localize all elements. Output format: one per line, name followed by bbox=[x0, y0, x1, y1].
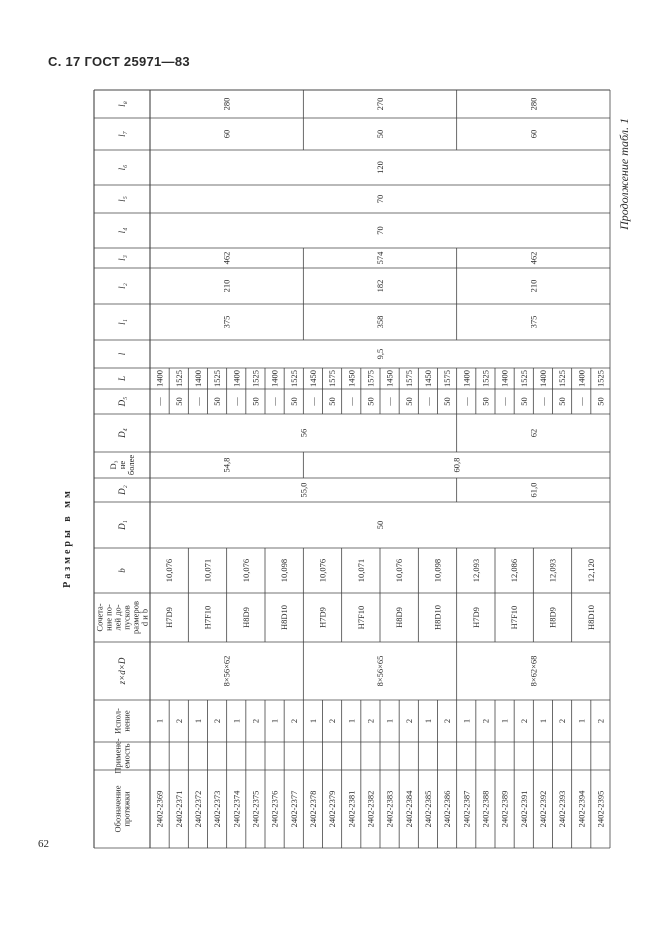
table-cell-D5: — bbox=[422, 397, 433, 406]
table-cell-exec: 2 bbox=[595, 718, 606, 724]
table-cell-exec: 1 bbox=[192, 718, 203, 724]
merged-cell-l3: 462 bbox=[528, 251, 539, 265]
table-cell-D5: — bbox=[537, 397, 548, 406]
table-cell-desig: 2402-2383 bbox=[384, 790, 395, 828]
table-cell-exec: 2 bbox=[557, 718, 568, 724]
merged-cell-l3: 462 bbox=[221, 251, 232, 265]
column-header-fit: ние по- bbox=[103, 604, 114, 631]
merged-cell-b: 10,076 bbox=[394, 558, 405, 583]
merged-cell-fit: H7D9 bbox=[317, 607, 328, 628]
table-cell-D5: — bbox=[307, 397, 318, 406]
table-cell-D5: — bbox=[576, 397, 587, 406]
table-cell-desig: 2402-2375 bbox=[250, 790, 261, 828]
table-cell-D5: — bbox=[461, 397, 472, 406]
table-cell-desig: 2402-2386 bbox=[442, 790, 453, 828]
table-cell-L: 1400 bbox=[576, 370, 587, 387]
merged-cell-D3: 54,8 bbox=[221, 457, 232, 473]
column-header-l6: l₆ bbox=[117, 164, 127, 171]
column-header-fit: пусков bbox=[121, 605, 132, 630]
column-header-D2: D₂ bbox=[117, 485, 127, 495]
continuation-label: Продолжение табл. 1 bbox=[617, 118, 631, 230]
merged-cell-b: 12,093 bbox=[470, 558, 481, 583]
table-cell-L: 1400 bbox=[154, 370, 165, 387]
column-header-D4: D₄ bbox=[117, 428, 127, 438]
table-cell-L: 1400 bbox=[231, 370, 242, 387]
table-cell-desig: 2402-2382 bbox=[365, 790, 376, 828]
merged-cell-D2: 61,0 bbox=[528, 482, 539, 498]
column-header-exec: Испол- bbox=[112, 708, 123, 734]
table-cell-D5: — bbox=[231, 397, 242, 406]
table-cell-exec: 2 bbox=[288, 718, 299, 724]
table-cell-exec: 1 bbox=[461, 718, 472, 724]
table-cell-exec: 1 bbox=[499, 718, 510, 724]
table-cell-exec: 2 bbox=[250, 718, 261, 724]
table-cell-L: 1450 bbox=[346, 370, 357, 387]
merged-cell-fit: H8D10 bbox=[279, 604, 290, 631]
table-cell-D5: — bbox=[499, 397, 510, 406]
table-cell-exec: 1 bbox=[307, 718, 318, 724]
table-cell-desig: 2402-2376 bbox=[269, 790, 280, 828]
table-cell-D5: 50 bbox=[480, 397, 491, 406]
table-cell-D5: 50 bbox=[173, 397, 184, 406]
table-cell-D5: — bbox=[154, 397, 165, 406]
merged-cell-b: 12,086 bbox=[509, 558, 520, 583]
table-cell-D5: 50 bbox=[212, 397, 223, 406]
merged-cell-l4: 70 bbox=[375, 226, 385, 235]
merged-cell-fit: H8D9 bbox=[394, 607, 405, 628]
column-header-b: b bbox=[117, 568, 127, 573]
merged-cell-l1: 375 bbox=[528, 315, 539, 329]
table-cell-desig: 2402-2391 bbox=[518, 790, 529, 828]
column-header-l1: l₁ bbox=[117, 319, 127, 325]
merged-cell-b: 10,071 bbox=[355, 558, 366, 583]
merged-cell-zdd: 8×56×65 bbox=[375, 655, 385, 687]
table-cell-D5: 50 bbox=[518, 397, 529, 406]
merged-cell-fit: H8D10 bbox=[585, 604, 596, 631]
table-cell-desig: 2402-2393 bbox=[557, 790, 568, 828]
table-cell-D5: 50 bbox=[403, 397, 414, 406]
table-cell-L: 1575 bbox=[365, 370, 376, 387]
table-cell-exec: 2 bbox=[480, 718, 491, 724]
table-cell-exec: 2 bbox=[365, 718, 376, 724]
column-header-appl: емость bbox=[121, 743, 132, 769]
table-cell-desig: 2402-2389 bbox=[499, 790, 510, 828]
table-cell-exec: 2 bbox=[212, 718, 223, 724]
table-cell-L: 1525 bbox=[250, 370, 261, 387]
column-header-exec: нение bbox=[121, 710, 132, 732]
merged-cell-l1: 375 bbox=[221, 315, 232, 329]
merged-cell-D4: 62 bbox=[528, 428, 539, 438]
column-header-D3: D₃ bbox=[108, 460, 118, 470]
table-cell-D5: 50 bbox=[365, 397, 376, 406]
merged-cell-fit: H7D9 bbox=[164, 607, 175, 628]
column-header-desig: протяжки bbox=[121, 791, 132, 827]
page-header: С. 17 ГОСТ 25971—83 bbox=[48, 54, 190, 69]
merged-cell-b: 10,076 bbox=[164, 558, 175, 583]
column-header-desig: Обозначение bbox=[112, 785, 123, 833]
table-cell-L: 1450 bbox=[307, 370, 318, 387]
column-header-l8: l₈ bbox=[117, 101, 127, 107]
table-cell-L: 1575 bbox=[442, 370, 453, 387]
table-cell-L: 1400 bbox=[269, 370, 280, 387]
table-cell-D5: — bbox=[192, 397, 203, 406]
merged-cell-D1: 50 bbox=[375, 520, 385, 530]
table-cell-L: 1575 bbox=[327, 370, 338, 387]
merged-cell-l3: 574 bbox=[375, 251, 385, 265]
table-cell-L: 1450 bbox=[384, 370, 395, 387]
merged-cell-D2: 55,0 bbox=[298, 482, 309, 498]
merged-cell-b: 12,120 bbox=[585, 558, 596, 583]
merged-cell-l2: 210 bbox=[528, 279, 539, 293]
table-cell-desig: 2402-2392 bbox=[537, 790, 548, 828]
table-cell-desig: 2402-2371 bbox=[173, 790, 184, 828]
merged-cell-l8: 280 bbox=[221, 97, 232, 111]
column-header-D3: не bbox=[117, 460, 127, 470]
merged-cell-b: 10,071 bbox=[202, 558, 213, 583]
merged-cell-b: 10,098 bbox=[432, 558, 443, 583]
table-cell-L: 1450 bbox=[422, 370, 433, 387]
table-cell-D5: — bbox=[269, 397, 280, 406]
merged-cell-l8: 280 bbox=[528, 97, 539, 111]
merged-cell-b: 10,098 bbox=[279, 558, 290, 583]
table-cell-L: 1525 bbox=[518, 370, 529, 387]
merged-cell-l: 9,5 bbox=[375, 348, 385, 360]
table-cell-exec: 1 bbox=[422, 718, 433, 724]
column-header-zdd: z×d×D bbox=[117, 657, 127, 685]
table-cell-desig: 2402-2395 bbox=[595, 790, 606, 828]
table-cell-L: 1575 bbox=[403, 370, 414, 387]
table-cell-exec: 1 bbox=[384, 718, 395, 724]
table-cell-D5: 50 bbox=[288, 397, 299, 406]
column-header-fit: Сочета- bbox=[94, 603, 105, 632]
table-cell-D5: 50 bbox=[595, 397, 606, 406]
table-cell-desig: 2402-2381 bbox=[346, 790, 357, 828]
table-cell-desig: 2402-2373 bbox=[212, 790, 223, 828]
column-header-L: L bbox=[117, 375, 127, 382]
table-cell-exec: 2 bbox=[173, 718, 184, 724]
merged-cell-D3: 60,8 bbox=[451, 457, 462, 473]
table-cell-exec: 2 bbox=[403, 718, 414, 724]
merged-cell-fit: H7D9 bbox=[470, 607, 481, 628]
merged-cell-b: 10,076 bbox=[317, 558, 328, 583]
column-header-l5: l₅ bbox=[117, 196, 127, 202]
table-cell-exec: 2 bbox=[442, 718, 453, 724]
table-cell-L: 1400 bbox=[192, 370, 203, 387]
table-cell-D5: 50 bbox=[442, 397, 453, 406]
table-cell-exec: 1 bbox=[231, 718, 242, 724]
table-cell-D5: 50 bbox=[250, 397, 261, 406]
column-header-l: l bbox=[117, 352, 127, 356]
table-cell-desig: 2402-2384 bbox=[403, 790, 414, 828]
table-cell-desig: 2402-2387 bbox=[461, 790, 472, 828]
table-cell-desig: 2402-2374 bbox=[231, 790, 242, 828]
table-cell-L: 1400 bbox=[499, 370, 510, 387]
table-cell-L: 1525 bbox=[557, 370, 568, 387]
column-header-fit: размеров bbox=[130, 601, 141, 634]
merged-cell-fit: H8D9 bbox=[547, 607, 558, 628]
merged-cell-l7: 60 bbox=[528, 129, 539, 139]
merged-cell-l2: 210 bbox=[221, 279, 232, 293]
merged-cell-fit: H8D9 bbox=[240, 607, 251, 628]
table-cell-exec: 1 bbox=[576, 718, 587, 724]
table-cell-exec: 1 bbox=[269, 718, 280, 724]
table-cell-L: 1400 bbox=[537, 370, 548, 387]
merged-cell-l7: 60 bbox=[221, 129, 232, 139]
table-cell-desig: 2402-2369 bbox=[154, 790, 165, 828]
column-header-l3: l₃ bbox=[117, 255, 127, 261]
merged-cell-b: 12,093 bbox=[547, 558, 558, 583]
merged-cell-l7: 50 bbox=[375, 129, 385, 139]
column-header-l4: l₄ bbox=[117, 227, 127, 234]
table-cell-D5: 50 bbox=[327, 397, 338, 406]
column-header-appl: Примене- bbox=[112, 738, 123, 774]
table-cell-L: 1525 bbox=[480, 370, 491, 387]
merged-cell-l2: 182 bbox=[375, 279, 385, 293]
table-cell-exec: 2 bbox=[518, 718, 529, 724]
table-cell-D5: — bbox=[384, 397, 395, 406]
column-header-l2: l₂ bbox=[117, 283, 127, 289]
page-number: 62 bbox=[38, 838, 49, 850]
merged-cell-zdd: 8×62×68 bbox=[528, 655, 539, 687]
table-cell-L: 1400 bbox=[461, 370, 472, 387]
table-cell-desig: 2402-2377 bbox=[288, 790, 299, 828]
merged-cell-l6: 120 bbox=[375, 161, 385, 174]
table-cell-exec: 1 bbox=[537, 718, 548, 724]
merged-cell-D4: 56 bbox=[298, 428, 309, 438]
table-cell-L: 1525 bbox=[212, 370, 223, 387]
table-cell-exec: 2 bbox=[327, 718, 338, 724]
column-header-fit: d и b bbox=[139, 608, 150, 627]
merged-cell-fit: H8D10 bbox=[432, 604, 443, 631]
merged-cell-l8: 270 bbox=[375, 97, 385, 111]
table-cell-desig: 2402-2394 bbox=[576, 790, 587, 828]
table-cell-desig: 2402-2385 bbox=[422, 790, 433, 828]
column-header-D1: D₁ bbox=[117, 520, 127, 530]
column-header-l7: l₇ bbox=[117, 131, 127, 137]
merged-cell-fit: H7F10 bbox=[202, 605, 213, 630]
merged-cell-zdd: 8×56×62 bbox=[221, 655, 232, 687]
table-cell-L: 1525 bbox=[288, 370, 299, 387]
merged-cell-l1: 358 bbox=[375, 315, 385, 329]
table-cell-exec: 1 bbox=[346, 718, 357, 724]
merged-cell-fit: H7F10 bbox=[509, 605, 520, 630]
column-header-D3: более bbox=[126, 454, 136, 476]
merged-cell-b: 10,076 bbox=[240, 558, 251, 583]
column-header-fit: лей до- bbox=[112, 604, 123, 631]
column-header-D5: D₅ bbox=[117, 396, 127, 407]
table-cell-desig: 2402-2379 bbox=[327, 790, 338, 828]
merged-cell-fit: H7F10 bbox=[355, 605, 366, 630]
table-cell-desig: 2402-2388 bbox=[480, 790, 491, 828]
table-cell-L: 1525 bbox=[173, 370, 184, 387]
merged-cell-l5: 70 bbox=[375, 194, 385, 204]
dimensions-title: Размеры в мм bbox=[62, 488, 73, 588]
table-cell-desig: 2402-2372 bbox=[192, 790, 203, 828]
table-cell-desig: 2402-2378 bbox=[307, 790, 318, 828]
table-cell-exec: 1 bbox=[154, 718, 165, 724]
table-cell-L: 1525 bbox=[595, 370, 606, 387]
table-cell-D5: 50 bbox=[557, 397, 568, 406]
table-cell-D5: — bbox=[346, 397, 357, 406]
